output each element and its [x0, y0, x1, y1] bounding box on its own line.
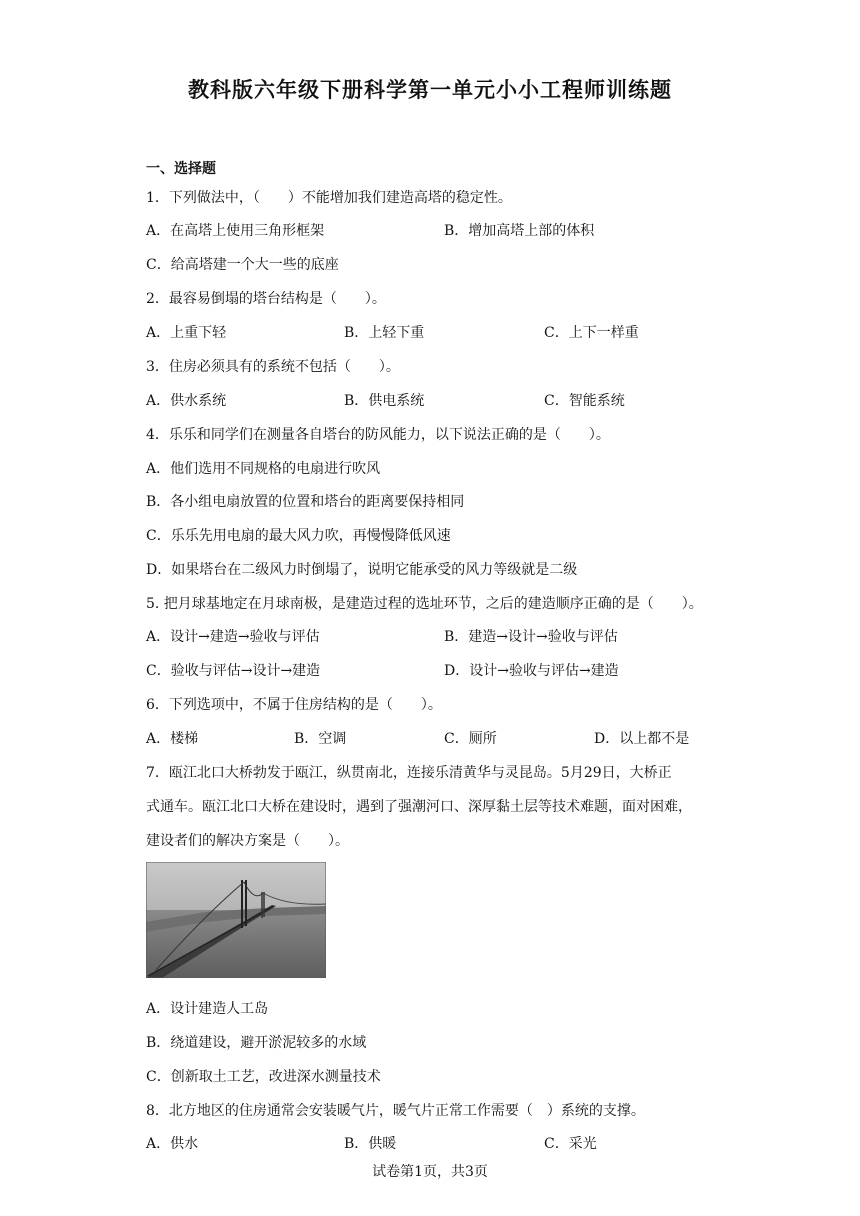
question-3-option-b: B．供电系统 — [344, 393, 425, 409]
question-4-option-b: B．各小组电扇放置的位置和塔台的距离要保持相同 — [146, 494, 465, 510]
question-8-option-b: B．供暖 — [344, 1136, 397, 1152]
question-7-option-c: C．创新取土工艺，改进深水测量技术 — [146, 1069, 381, 1085]
section-heading: 一、选择题 — [146, 161, 216, 177]
question-4-stem: 4．乐乐和同学们在测量各自塔台的防风能力，以下说法正确的是（ ）。 — [146, 427, 610, 443]
question-3-option-c: C．智能系统 — [544, 393, 625, 409]
question-8-option-c: C．采光 — [544, 1136, 597, 1152]
page-footer: 试卷第1页，共3页 — [372, 1164, 488, 1180]
question-4-option-c: C．乐乐先用电扇的最大风力吹，再慢慢降低风速 — [146, 528, 451, 544]
bridge-photo — [146, 862, 326, 978]
question-2-option-a: A．上重下轻 — [146, 325, 227, 341]
page-title: 教科版六年级下册科学第一单元小小工程师训练题 — [188, 77, 672, 102]
question-6-option-b: B．空调 — [294, 731, 347, 747]
question-2-option-b: B．上轻下重 — [344, 325, 425, 341]
question-7-stem-line3: 建设者们的解决方案是（ ）。 — [146, 833, 349, 849]
question-6-option-a: A．楼梯 — [146, 731, 199, 747]
question-7-stem-line1: 7．瓯江北口大桥勃发于瓯江，纵贯南北，连接乐清黄华与灵昆岛。5月29日，大桥正 — [146, 765, 672, 781]
question-2-option-c: C．上下一样重 — [544, 325, 639, 341]
question-1-option-b: B．增加高塔上部的体积 — [444, 223, 595, 239]
question-7-option-b: B．绕道建设，避开淤泥较多的水域 — [146, 1035, 367, 1051]
question-1-option-a: A．在高塔上使用三角形框架 — [146, 223, 325, 239]
question-5-option-b: B．建造→设计→验收与评估 — [444, 629, 618, 645]
question-5-stem: 5. 把月球基地定在月球南极，是建造过程的选址环节，之后的建造顺序正确的是（ ）。 — [146, 596, 703, 612]
question-1-stem: 1．下列做法中，（ ）不能增加我们建造高塔的稳定性。 — [146, 190, 512, 206]
question-1-option-c: C．给高塔建一个大一些的底座 — [146, 257, 339, 273]
question-4-option-d: D．如果塔台在二级风力时倒塌了，说明它能承受的风力等级就是二级 — [146, 562, 578, 578]
question-3-stem: 3．住房必须具有的系统不包括（ ）。 — [146, 359, 400, 375]
question-5-option-a: A．设计→建造→验收与评估 — [146, 629, 320, 645]
question-8-stem: 8．北方地区的住房通常会安装暖气片，暖气片正常工作需要（ ）系统的支撑。 — [146, 1103, 645, 1119]
question-2-stem: 2．最容易倒塌的塔台结构是（ ）。 — [146, 291, 386, 307]
question-8-option-a: A．供水 — [146, 1136, 199, 1152]
question-7-option-a: A．设计建造人工岛 — [146, 1001, 269, 1017]
question-5-option-c: C．验收与评估→设计→建造 — [146, 663, 321, 679]
question-6-option-d: D．以上都不是 — [594, 731, 690, 747]
question-3-option-a: A．供水系统 — [146, 393, 227, 409]
question-6-stem: 6．下列选项中，不属于住房结构的是（ ）。 — [146, 697, 442, 713]
question-7-stem-line2: 式通车。瓯江北口大桥在建设时，遇到了强潮河口、深厚黏土层等技术难题，面对困难， — [146, 799, 692, 815]
question-4-option-a: A．他们选用不同规格的电扇进行吹风 — [146, 461, 381, 477]
question-6-option-c: C．厕所 — [444, 731, 497, 747]
question-5-option-d: D．设计→验收与评估→建造 — [444, 663, 619, 679]
